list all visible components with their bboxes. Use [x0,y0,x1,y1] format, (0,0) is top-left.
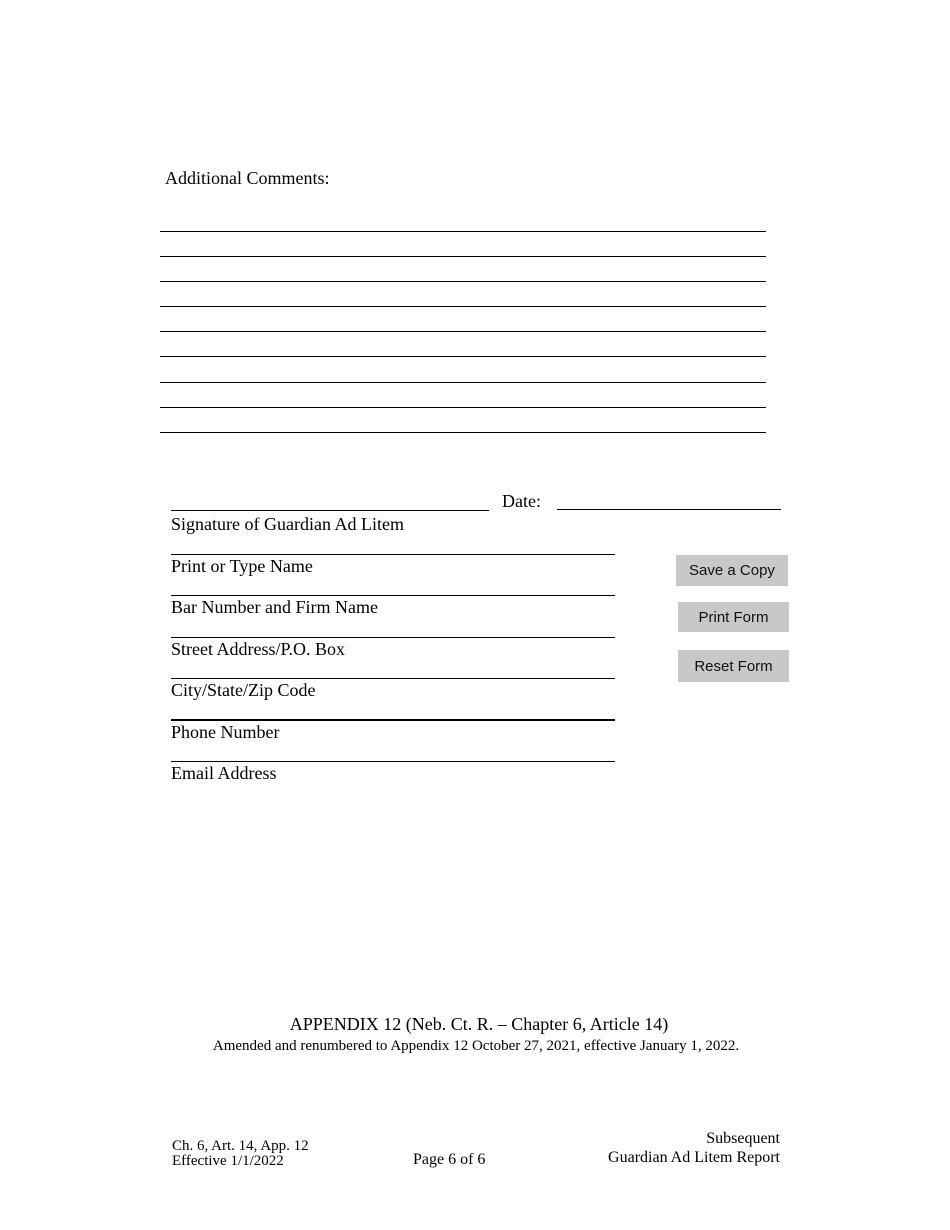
phone-label: Phone Number [171,722,280,742]
bar-number-field[interactable] [171,595,615,596]
comment-line [160,382,766,383]
print-name-field[interactable] [171,554,615,555]
comment-line [160,407,766,408]
save-copy-button[interactable]: Save a Copy [676,555,788,586]
print-form-button[interactable]: Print Form [678,602,789,632]
appendix-title: APPENDIX 12 (Neb. Ct. R. – Chapter 6, Article 14) [289,1014,669,1034]
signature-field[interactable] [171,510,489,511]
footer-chapter: Ch. 6, Art. 14, App. 12 [172,1138,309,1154]
bar-number-label: Bar Number and Firm Name [171,597,378,617]
reset-form-button[interactable]: Reset Form [678,650,789,682]
footer-form-type: Subsequent [706,1130,780,1147]
phone-field[interactable] [171,719,615,721]
appendix-note: Amended and renumbered to Appendix 12 October 27, 2021, effective January 1, 2022. [212,1038,740,1054]
additional-comments-label: Additional Comments: [165,168,330,188]
comment-line [160,432,766,433]
footer-effective: Effective 1/1/2022 [172,1153,284,1169]
city-state-zip-label: City/State/Zip Code [171,680,316,700]
date-label: Date: [502,491,541,511]
date-field[interactable] [557,509,781,510]
comment-line [160,231,766,232]
comment-line [160,256,766,257]
comment-line [160,356,766,357]
page-number: Page 6 of 6 [413,1151,486,1168]
footer-form-title: Guardian Ad Litem Report [608,1149,780,1166]
street-address-field[interactable] [171,637,615,638]
signature-label: Signature of Guardian Ad Litem [171,514,404,534]
email-label: Email Address [171,763,277,783]
comment-line [160,306,766,307]
print-name-label: Print or Type Name [171,556,313,576]
city-state-zip-field[interactable] [171,678,615,679]
comment-line [160,331,766,332]
email-field[interactable] [171,761,615,762]
comment-line [160,281,766,282]
street-address-label: Street Address/P.O. Box [171,639,346,659]
